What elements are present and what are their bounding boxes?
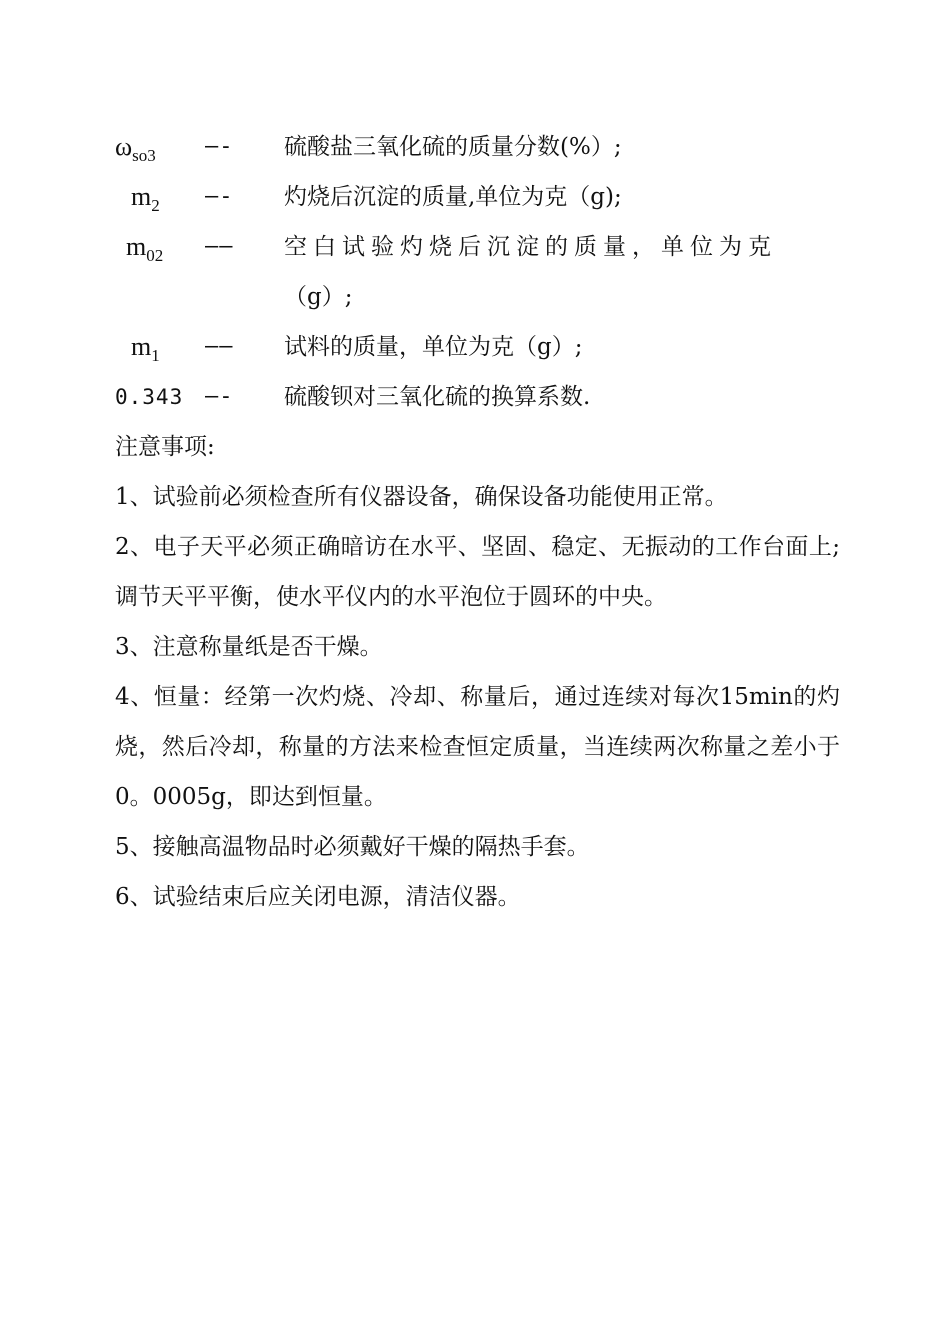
symbol-m1: $m_1$ bbox=[131, 332, 160, 365]
symbol-m02: $m_{02}$ bbox=[126, 232, 164, 265]
definition-dash: —- bbox=[205, 384, 234, 409]
symbol-definitions bbox=[0, 122, 950, 422]
symbol-conversion-factor: 0.343 bbox=[115, 385, 184, 409]
definition-text: 硫酸钡对三氧化硫的换算系数. bbox=[284, 384, 591, 410]
definition-dash: —— bbox=[205, 334, 234, 359]
definition-dash: —— bbox=[205, 234, 234, 259]
precautions-heading: 注意事项: bbox=[115, 434, 215, 460]
definition-text: 空白试验灼烧后沉淀的质量，单位为克 bbox=[284, 234, 777, 260]
definition-row-omega bbox=[0, 122, 950, 172]
definition-dash: —- bbox=[205, 134, 234, 159]
definition-text: 硫酸盐三氧化硫的质量分数(%）; bbox=[284, 134, 622, 160]
definition-row-m02 bbox=[0, 222, 950, 322]
precautions-section bbox=[115, 422, 840, 922]
precaution-item-2: 2、电子天平必须正确暗访在水平、坚固、稳定、无振动的工作台面上;调节天平平衡，使水平仪内的水平泡位于圆环的中央。 bbox=[115, 534, 840, 610]
definition-row-m1 bbox=[0, 322, 950, 372]
precaution-item-5: 5、接触高温物品时必须戴好干燥的隔热手套。 bbox=[115, 834, 590, 860]
definition-text: 试料的质量，单位为克（g）; bbox=[284, 334, 583, 360]
symbol-m2: $m_2$ bbox=[131, 182, 160, 215]
definition-row-m2 bbox=[0, 172, 950, 222]
precaution-item-4: 4、恒量：经第一次灼烧、冷却、称量后，通过连续对每次15min的灼烧，然后冷却，称量的方法来检查恒定质量，当连续两次称量之差小于0。0005g，即达到恒量。 bbox=[115, 684, 840, 810]
definition-row-factor bbox=[0, 372, 950, 422]
precaution-item-3: 3、注意称量纸是否干燥。 bbox=[115, 634, 383, 660]
precaution-item-6: 6、试验结束后应关闭电源，清洁仪器。 bbox=[115, 884, 521, 910]
precaution-item-1: 1、试验前必须检查所有仪器设备，确保设备功能使用正常。 bbox=[115, 484, 728, 510]
symbol-omega-so3: $\omega_{so3}$ bbox=[115, 132, 156, 165]
definition-text: 灼烧后沉淀的质量,单位为克（g); bbox=[284, 184, 622, 210]
definition-dash: —- bbox=[205, 184, 234, 209]
definition-text-continued: （g）; bbox=[284, 284, 353, 310]
